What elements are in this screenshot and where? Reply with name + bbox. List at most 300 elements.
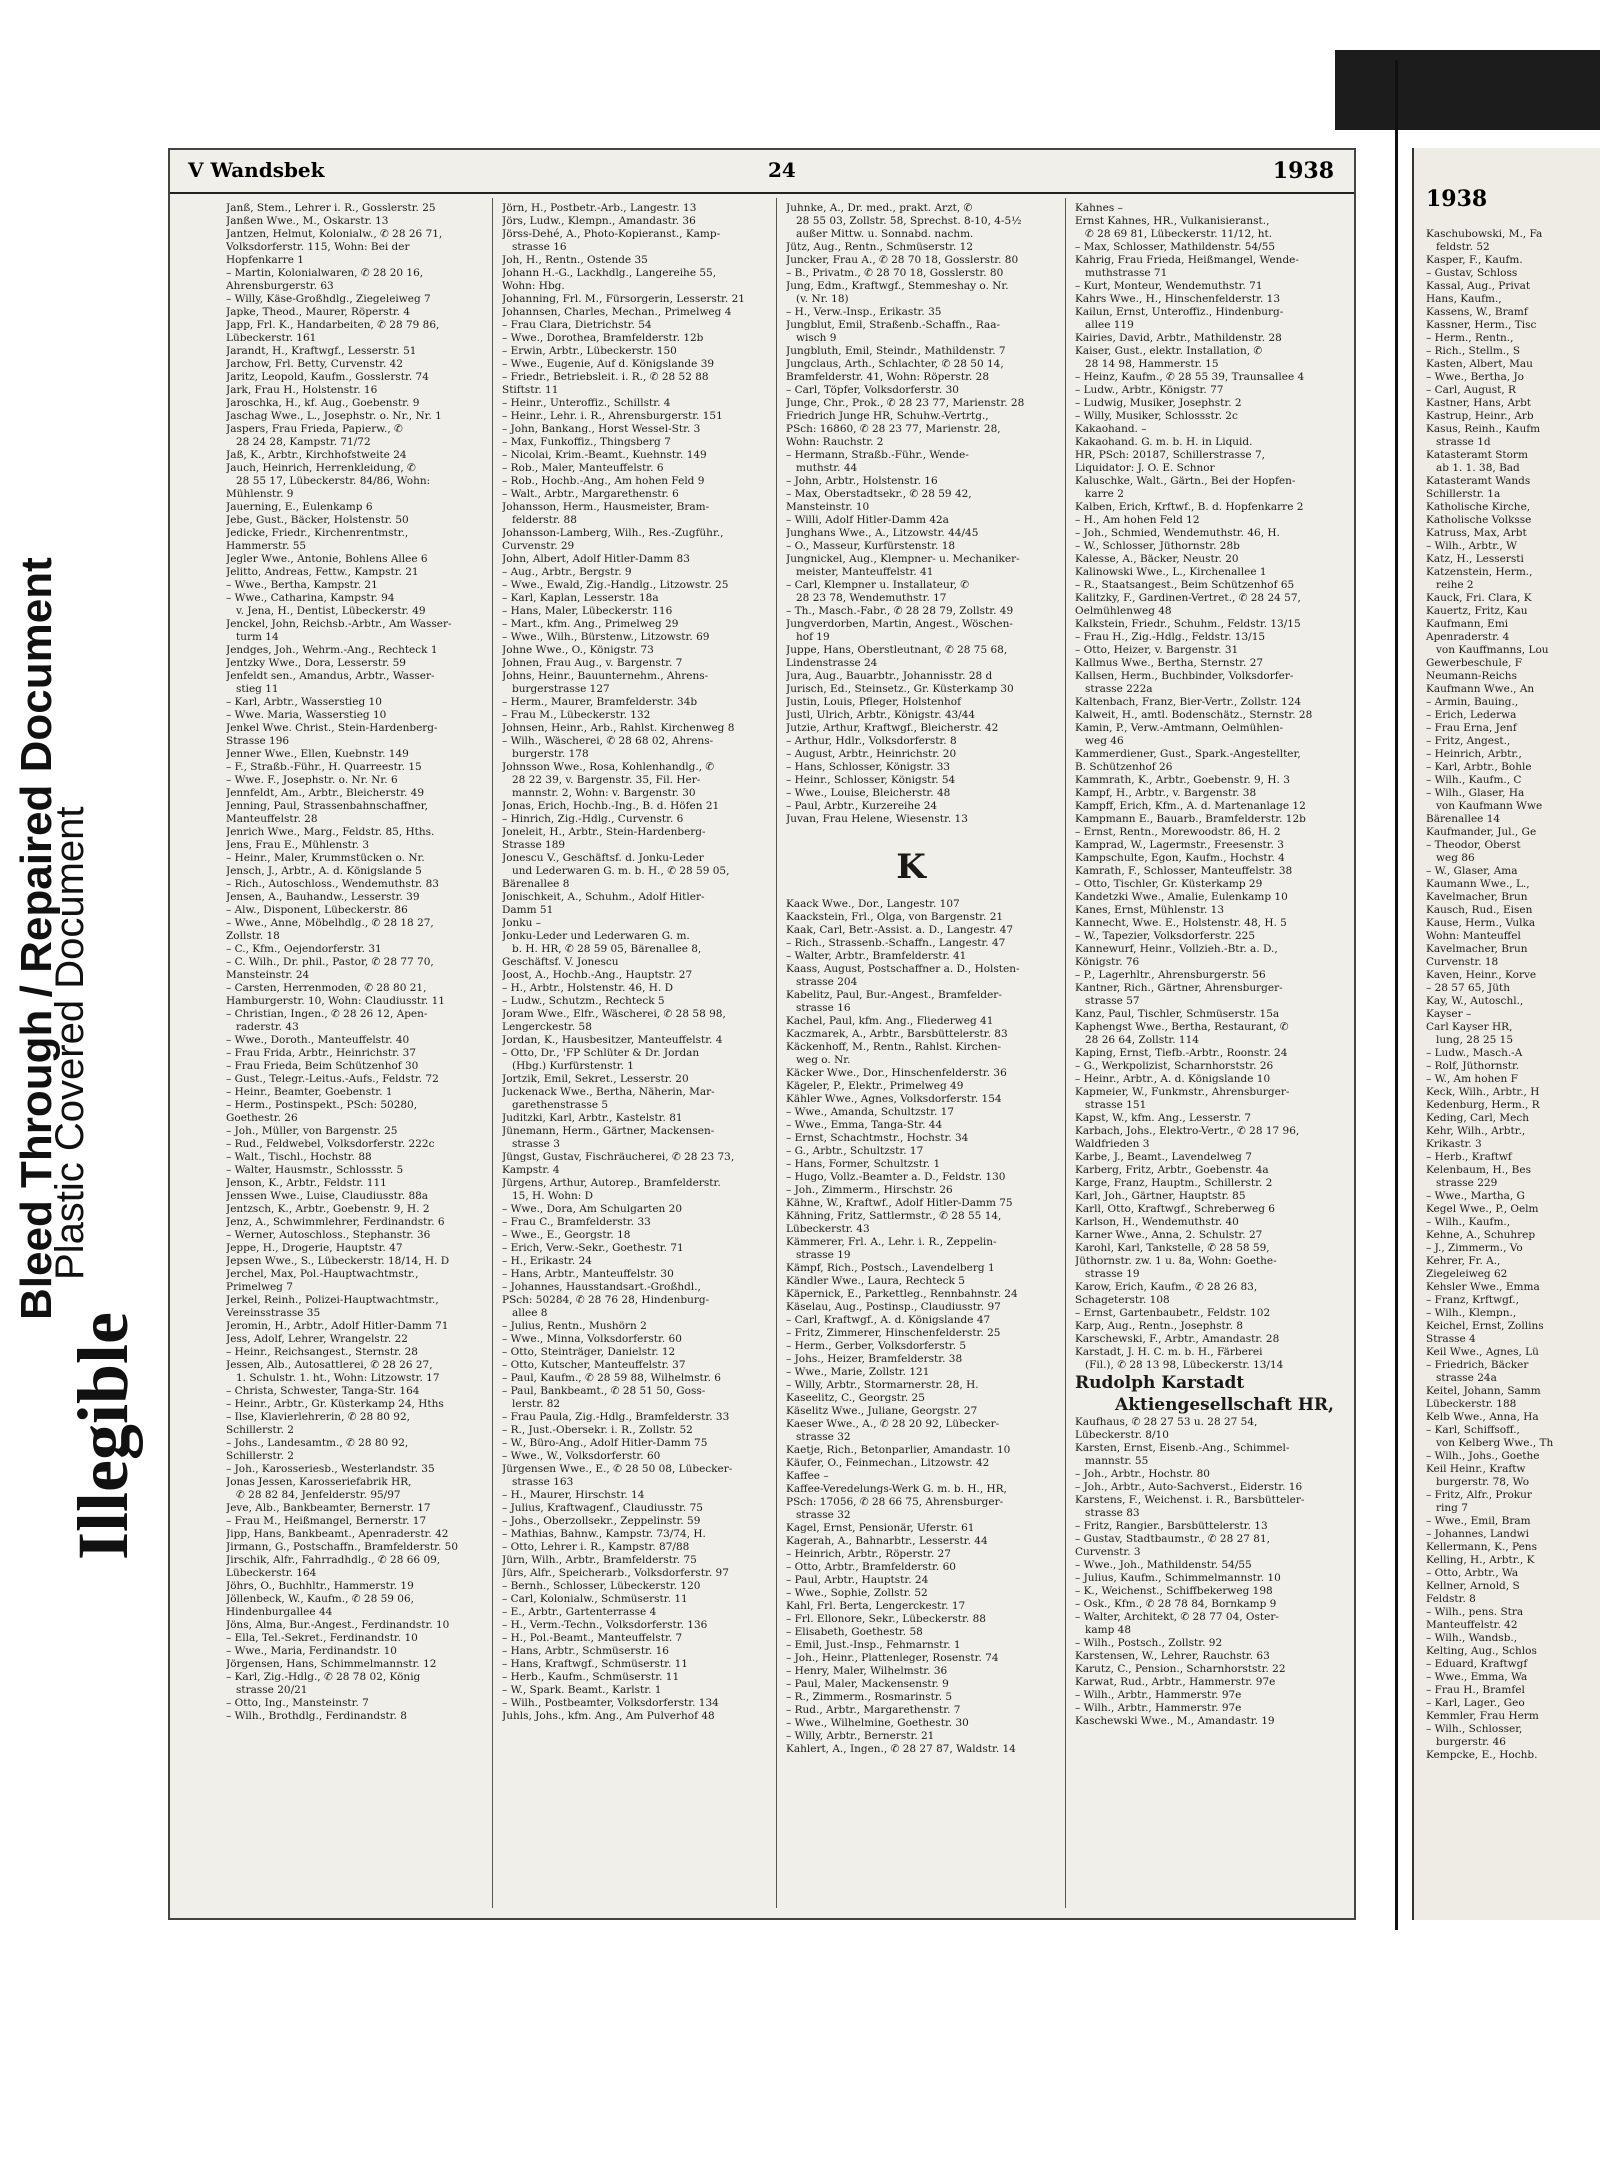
adjacent-entry-line: – Eduard, Kraftwgf [1426,1658,1528,1670]
directory-entry-line: Kabelitz, Paul, Bur.-Angest., Bramfelder- [786,989,1002,1001]
directory-entry-line: Jura, Aug., Bauarbtr., Johannisstr. 28 d [786,670,993,682]
directory-entry-line: – Wwe., Anne, Möbelhdlg., ✆ 28 18 27, [226,917,434,929]
directory-entry-line: Schageterstr. 108 [1075,1294,1170,1306]
column-3 [786,202,1036,1902]
directory-entry-line: – Hinrich, Zig.-Hdlg., Curvenstr. 6 [502,813,684,825]
directory-entry-line: strasse 83 [1085,1507,1140,1519]
adjacent-entry-line: – Wwe., Martha, G [1426,1190,1525,1202]
directory-entry-line: – Karl, Kaplan, Lesserstr. 18a [502,592,659,604]
directory-entry-line: Schillerstr. 2 [226,1450,294,1462]
directory-entry-line: – R., Staatsangest., Beim Schützenhof 65 [1075,579,1295,591]
directory-entry-line: – Joh., Arbtr., Hochstr. 80 [1075,1468,1210,1480]
column-divider [1065,198,1066,1908]
directory-entry-line: – Th., Masch.-Fabr., ✆ 28 28 79, Zollstr. 49 [786,605,1014,617]
directory-entry-line: – Walter, Hausmstr., Schlossstr. 5 [226,1164,404,1176]
adjacent-entry-line: – Otto, Arbtr., Wa [1426,1567,1519,1579]
directory-entry-line: – Rich., Strassenb.-Schaffn., Langestr. 47 [786,937,1006,949]
adjacent-entry-line: – Wilh., Wandsb., [1426,1632,1518,1644]
directory-entry-line: Jentzsch, K., Arbtr., Goebenstr. 9, H. 2 [226,1203,430,1215]
directory-entry-line: – Wwe., Louise, Bleicherstr. 48 [786,787,951,799]
directory-entry-line: Kampstr. 4 [502,1164,560,1176]
adjacent-entry-line: Kavelmacher, Brun [1426,891,1528,903]
directory-entry-line: – Christa, Schwester, Tanga-Str. 164 [226,1385,420,1397]
directory-entry-line: Ernst Kahnes, HR., Vulkanisieranst., [1075,215,1270,227]
directory-entry-line: außer Mittw. u. Sonnabd. nachm. [796,228,974,240]
adjacent-entry-line: ring 7 [1436,1502,1468,1514]
adjacent-entry-line: feldstr. 52 [1436,241,1490,253]
directory-entry-line: Goethestr. 26 [226,1112,298,1124]
adjacent-entry-line: – Fritz, Angest., [1426,735,1511,747]
film-edge [0,0,1600,50]
directory-entry-line: Kampmann E., Bauarb., Bramfelderstr. 12b [1075,813,1306,825]
directory-entry-line: Jedicke, Friedr., Kirchenrentmstr., [226,527,409,539]
directory-entry-line: – Werner, Autoschloss., Stephanstr. 36 [226,1229,431,1241]
directory-entry-line: Hamburgerstr. 10, Wohn: Claudiusstr. 11 [226,995,445,1007]
directory-entry-line: Johnsson Wwe., Rosa, Kohlenhandlg., ✆ [502,761,715,773]
directory-entry-line: weg o. Nr. [796,1054,851,1066]
adjacent-entry-line: – J., Zimmerm., Vo [1426,1242,1523,1254]
directory-entry-line: – Heinr., Schlosser, Königstr. 54 [786,774,956,786]
adjacent-entry-line: Wohn: Manteuffel [1426,930,1521,942]
directory-entry-line: PSch: 50284, ✆ 28 76 28, Hindenburg- [502,1294,710,1306]
directory-entry-line: 28 22 39, v. Bargenstr. 35, Fil. Her- [512,774,701,786]
directory-entry-line: – Herm., Postinspekt., PSch: 50280, [226,1099,418,1111]
directory-entry-line: strasse 204 [796,976,858,988]
directory-entry-line: – Otto, Dr., 'FP Schlüter & Dr. Jordan [502,1047,700,1059]
directory-entry-line: Karstadt, J. H. C. m. b. H., Färberei [1075,1346,1263,1358]
directory-entry-line: raderstr. 43 [236,1021,299,1033]
directory-entry-line: – Mathias, Bahnw., Kampstr. 73/74, H. [502,1528,706,1540]
adjacent-entry-line: Kegel Wwe., P., Oelm [1426,1203,1539,1215]
adjacent-entry-line: – Wwe., Emma, Wa [1426,1671,1528,1683]
directory-entry-line: – Wwe., Dorothea, Bramfelderstr. 12b [502,332,704,344]
directory-entry-line: Käselau, Aug., Postinsp., Claudiusstr. 97 [786,1301,1001,1313]
directory-entry-line: Volksdorferstr. 115, Wohn: Bei der [226,241,410,253]
directory-entry-line: Hammerstr. 55 [226,540,307,552]
adjacent-entry-line: Manteuffelstr. 42 [1426,1619,1518,1631]
column-2 [502,202,752,1902]
directory-entry-line: 28 55 17, Lübeckerstr. 84/86, Wohn: [236,475,431,487]
directory-entry-line: Käcker Wwe., Dor., Hinschenfelderstr. 36 [786,1067,1007,1079]
page-header [170,150,1354,194]
directory-entry-line: Kaass, August, Postschaffner a. D., Holsten- [786,963,1020,975]
directory-entry-line: Kakaohand. – [1075,423,1147,435]
directory-entry-line: Wohn: Rauchstr. 2 [786,436,884,448]
directory-entry-line: – Rob., Maler, Manteuffelstr. 6 [502,462,664,474]
directory-entry-line: – Elisabeth, Goethestr. 58 [786,1626,923,1638]
directory-entry-line: – Carl, Töpfer, Volksdorferstr. 30 [786,384,959,396]
directory-entry-line: Jürgens, Arthur, Autorep., Bramfelderstr. [502,1177,721,1189]
directory-entry-line: Karstensen, W., Lehrer, Rauchstr. 63 [1075,1650,1270,1662]
directory-entry-line: Jarchow, Frl. Betty, Curvenstr. 42 [226,358,404,370]
directory-entry-line: Lengerckestr. 58 [502,1021,592,1033]
directory-entry-line: – Erwin, Arbtr., Lübeckerstr. 150 [502,345,677,357]
directory-entry-line: Jörgensen, Hans, Schimmelmannstr. 12 [226,1658,437,1670]
directory-entry-line: strasse 163 [512,1476,574,1488]
directory-entry-line: Kaphengst Wwe., Bertha, Restaurant, ✆ [1075,1021,1289,1033]
adjacent-entry-line: Kayser – [1426,1008,1472,1020]
adjacent-entry-line: – Fritz, Alfr., Prokur [1426,1489,1532,1501]
directory-entry-line: (Fil.), ✆ 28 13 98, Lübeckerstr. 13/14 [1085,1359,1284,1371]
directory-entry-line: – Kurt, Monteur, Wendemuthstr. 71 [1075,280,1263,292]
directory-entry-line: – R., Zimmerm., Rosmarinstr. 5 [786,1691,953,1703]
directory-entry-line: Kailun, Ernst, Unteroffiz., Hindenburg- [1075,306,1284,318]
directory-entry-line: Hopfenkarre 1 [226,254,304,266]
page-number: 24 [768,158,796,182]
directory-entry-line: Jaspers, Frau Frieda, Papierw., ✆ [226,423,403,435]
directory-entry-line: – Herm., Gerber, Volksdorferstr. 5 [786,1340,967,1352]
directory-entry-line: und Lederwaren G. m. b. H., ✆ 28 59 05, [512,865,730,877]
directory-entry-line: – Wwe., E., Georgstr. 18 [502,1229,631,1241]
directory-entry-line: Johanning, Frl. M., Fürsorgerin, Lesserstr. 21 [502,293,745,305]
directory-entry-line: – Ernst, Rentn., Morewoodstr. 86, H. 2 [1075,826,1281,838]
directory-entry-line: – H., Arbtr., Holstenstr. 46, H. D [502,982,674,994]
directory-entry-line: Jenz, A., Schwimmlehrer, Ferdinandstr. 6 [226,1216,445,1228]
directory-entry-line: Jeve, Alb., Bankbeamter, Bernerstr. 17 [226,1502,431,1514]
directory-entry-line: strasse 32 [796,1509,851,1521]
directory-entry-line: strasse 151 [1085,1099,1147,1111]
directory-entry-line: – Joh., Arbtr., Auto-Sachverst., Eiderstr. 16 [1075,1481,1303,1493]
directory-entry-line: Jünemann, Herm., Gärtner, Mackensen- [502,1125,715,1137]
adjacent-entry-line: Keichel, Ernst, Zollins [1426,1320,1544,1332]
directory-entry-line: – Ella, Tel.-Sekret., Ferdinandstr. 10 [226,1632,418,1644]
directory-entry-line: – H., Am hohen Feld 12 [1075,514,1200,526]
directory-entry-line: – Wwe., Minna, Volksdorferstr. 60 [502,1333,682,1345]
directory-entry-line: Jerkel, Reinh., Polizei-Hauptwachtmstr., [226,1294,439,1306]
directory-entry-line: – John, Arbtr., Holstenstr. 16 [786,475,938,487]
directory-entry-line: burgerstrasse 127 [512,683,610,695]
directory-entry-line: – Fritz, Rangier., Barsbüttelerstr. 13 [1075,1520,1268,1532]
directory-entry-line: Kaak, Carl, Betr.-Assist. a. D., Langestr. 47 [786,924,1014,936]
directory-entry-line: Jenrich Wwe., Marg., Feldstr. 85, Hths. [226,826,435,838]
directory-entry-line: Kampff, Erich, Kfm., A. d. Martenanlage 12 [1075,800,1306,812]
directory-entry-line: Juppe, Hans, Oberstleutnant, ✆ 28 75 68, [786,644,1008,656]
directory-entry-line: allee 8 [512,1307,548,1319]
directory-entry-line: Käpernick, E., Parkettleg., Rennbahnstr. 24 [786,1288,1018,1300]
directory-entry-line: Juditzki, Karl, Arbtr., Kastelstr. 81 [502,1112,683,1124]
directory-entry-line: – Heinr., Maler, Krummstücken o. Nr. [226,852,425,864]
adjacent-entry-line: Kaufmann Wwe., An [1426,683,1535,695]
directory-entry-line: – Hans, Former, Schultzstr. 1 [786,1158,941,1170]
column-1 [226,202,476,1902]
directory-entry-line: Karsten, Ernst, Eisenb.-Ang., Schimmel- [1075,1442,1290,1454]
directory-entry-line: Jonas, Erich, Hochb.-Ing., B. d. Höfen 21 [502,800,720,812]
adjacent-entry-line: Kelling, H., Arbtr., K [1426,1554,1535,1566]
directory-entry-line: – Erich, Verw.-Sekr., Goethestr. 71 [502,1242,684,1254]
adjacent-entry-line: Katasteramt Wands [1426,475,1531,487]
directory-entry-line: Kagerah, A., Bahnarbtr., Lesserstr. 44 [786,1535,988,1547]
directory-entry-line: – Joh., Karosseriesb., Westerlandstr. 35 [226,1463,435,1475]
directory-entry-line: Kalitzky, F., Gardinen-Vertret., ✆ 28 24 57, [1075,592,1301,604]
adjacent-entry-line: Kasus, Reinh., Kaufm [1426,423,1541,435]
adjacent-entry-line: – Herm., Rentn., [1426,332,1514,344]
adjacent-entry-line: Katasteramt Storm [1426,449,1528,461]
directory-entry-line: Kalinowski Wwe., L., Kirchenallee 1 [1075,566,1267,578]
directory-entry-line: Kaufhaus, ✆ 28 27 53 u. 28 27 54, [1075,1416,1258,1428]
directory-entry-line: Johansson, Herm., Hausmeister, Bram- [502,501,710,513]
directory-entry-line: – Ludwig, Musiker, Josephstr. 2 [1075,397,1242,409]
directory-entry-line: – W., Spark. Beamt., Karlstr. 1 [502,1684,662,1696]
adjacent-entry-line: Kause, Herm., Vulka [1426,917,1536,929]
directory-entry-line: Kaiser, Gust., elektr. Installation, ✆ [1075,345,1263,357]
directory-entry-line: Kamin, P., Verw.-Amtmann, Oelmühlen- [1075,722,1284,734]
adjacent-entry-line: Kastner, Hans, Arbt [1426,397,1532,409]
adjacent-entry-line: – Wilh., Glaser, Ha [1426,787,1525,799]
directory-entry-line: muthstrasse 71 [1085,267,1168,279]
directory-entry-line: Karll, Otto, Kraftwgf., Schreberweg 6 [1075,1203,1275,1215]
adjacent-entry-line: Kauertz, Fritz, Kau [1426,605,1528,617]
directory-entry-line: 28 14 98, Hammerstr. 15 [1085,358,1219,370]
directory-entry-line: – Willy, Musiker, Schlossstr. 2c [1075,410,1238,422]
directory-entry-line: – Paul, Bankbeamt., ✆ 28 51 50, Goss- [502,1385,706,1397]
adjacent-entry-line: von Kelberg Wwe., Th [1436,1437,1554,1449]
directory-entry-line: Jessen, Alb., Autosattlerei, ✆ 28 26 27, [226,1359,433,1371]
directory-entry-line: Kaluschke, Walt., Gärtn., Bei der Hopfen- [1075,475,1296,487]
adjacent-entry-line: Kehr, Wilh., Arbtr., [1426,1125,1526,1137]
adjacent-entry-line: Kassal, Aug., Privat [1426,280,1531,292]
directory-entry-line: 1. Schulstr. 1. ht., Wohn: Litzowstr. 17 [236,1372,440,1384]
directory-entry-line: – F., Straßb.-Führ., H. Quarreestr. 15 [226,761,422,773]
adjacent-entry-line: – W., Glaser, Ama [1426,865,1518,877]
adjacent-entry-line: Kempcke, E., Hochb. [1426,1749,1538,1761]
directory-entry-line: Jipp, Hans, Bankbeamt., Apenraderstr. 42 [226,1528,449,1540]
directory-entry-line: wisch 9 [796,332,837,344]
directory-entry-line: Kahlert, A., Ingen., ✆ 28 27 87, Waldstr. 14 [786,1743,1016,1755]
directory-entry-line: Jörs, Ludw., Klempn., Amandastr. 36 [502,215,696,227]
directory-entry-line: (Hbg.) Kurfürstenstr. 1 [512,1060,634,1072]
adjacent-entry-line: Kehne, A., Schuhrep [1426,1229,1536,1241]
adjacent-entry-line: strasse 24a [1436,1372,1497,1384]
directory-entry-line: strasse 3 [512,1138,560,1150]
directory-entry-line: Kanz, Paul, Tischler, Schmüserstr. 15a [1075,1008,1280,1020]
directory-entry-line: b. H. HR, ✆ 28 59 05, Bärenallee 8, [512,943,702,955]
directory-entry-line: v. Jena, H., Dentist, Lübeckerstr. 49 [236,605,426,617]
adjacent-entry-line: Neumann-Reichs [1426,670,1517,682]
directory-entry-line: Kachel, Paul, kfm. Ang., Fliederweg 41 [786,1015,994,1027]
directory-entry-line: Lübeckerstr. 43 [786,1223,870,1235]
directory-entry-line: – Ernst, Gartenbaubetr., Feldstr. 102 [1075,1307,1271,1319]
directory-entry-line: Jark, Frau H., Holstenstr. 16 [226,384,378,396]
adjacent-entry-line: Kasten, Albert, Mau [1426,358,1533,370]
directory-entry-line: Kahl, Frl. Berta, Lengerckestr. 17 [786,1600,966,1612]
adjacent-entry-line: – Wilh., Schlosser, [1426,1723,1523,1735]
directory-entry-line: – Emil, Just.-Insp., Fehmarnstr. 1 [786,1639,961,1651]
directory-entry-line: garethenstrasse 5 [512,1099,609,1111]
adjacent-entry-line: – Erich, Lederwa [1426,709,1517,721]
directory-entry-line: Kalweit, H., amtl. Bodenschätz., Sternstr. 28 [1075,709,1313,721]
directory-entry-line: Kaschewski Wwe., M., Amandastr. 19 [1075,1715,1275,1727]
directory-entry-line: Junghans Wwe., A., Litzowstr. 44/45 [786,527,979,539]
adjacent-entry-line: Hans, Kaufm., [1426,293,1502,305]
adjacent-entry-line: Kavelmacher, Brun [1426,943,1528,955]
directory-entry-line: allee 119 [1085,319,1134,331]
adjacent-entry-line: Kelting, Aug., Schlos [1426,1645,1537,1657]
directory-entry-line: Jörss-Dehé, A., Photo-Kopieranst., Kamp- [502,228,721,240]
directory-entry-line: Jaritz, Leopold, Kaufm., Gosslerstr. 74 [226,371,429,383]
directory-entry-line: Juhls, Johs., kfm. Ang., Am Pulverhof 48 [502,1710,715,1722]
directory-entry-line: – Wwe., Wilhelmine, Goethestr. 30 [786,1717,969,1729]
directory-entry-line: Jenkel Wwe. Christ., Stein-Hardenberg- [226,722,438,734]
directory-entry-line: Kalben, Erich, Krftwf., B. d. Hopfenkarre 2 [1075,501,1304,513]
directory-entry-line: – Julius, Kraftwagenf., Claudiusstr. 75 [502,1502,703,1514]
directory-entry-line: strasse 16 [796,1002,851,1014]
directory-entry-line: Jutzie, Arthur, Kraftwgf., Bleicherstr. 42 [786,722,999,734]
adjacent-entry-line: – Wwe., Bertha, Jo [1426,371,1524,383]
directory-entry-line: – Joh., Heinr., Plattenleger, Rosenstr. 74 [786,1652,999,1664]
directory-entry-line: – Hugo, Vollz.-Beamter a. D., Feldstr. 130 [786,1171,1006,1183]
directory-entry-line: Kahrig, Frau Frieda, Heißmangel, Wende- [1075,254,1299,266]
directory-entry-line: – Herb., Kaufm., Schmüserstr. 11 [502,1671,680,1683]
directory-entry-line: Jentzky Wwe., Dora, Lesserstr. 59 [226,657,406,669]
directory-entry-line: Karbe, J., Beamt., Lavendelweg 7 [1075,1151,1252,1163]
directory-entry-line: Jenson, K., Arbtr., Feldstr. 111 [226,1177,387,1189]
directory-entry-line: Karwat, Rud., Arbtr., Hammerstr. 97e [1075,1676,1276,1688]
directory-entry-line: Königstr. 76 [1075,956,1140,968]
directory-entry-line: Johansson-Lamberg, Wilh., Res.-Zugführ., [502,527,724,539]
adjacent-entry-line: – 28 57 65, Jüth [1426,982,1510,994]
adjacent-entry-line: – Wilh., Klempn., [1426,1307,1517,1319]
directory-entry-line: – Willi, Adolf Hitler-Damm 42a [786,514,949,526]
directory-entry-line: Jenning, Paul, Strassenbahnschaffner, [226,800,428,812]
directory-entry-line: Jebe, Gust., Bäcker, Holstenstr. 50 [226,514,409,526]
directory-entry-line: – Carl, Kraftwgf., A. d. Königslande 47 [786,1314,991,1326]
side-labels [0,500,160,1600]
directory-entry-line: Lübeckerstr. 8/10 [1075,1429,1169,1441]
directory-entry-line: Jess, Adolf, Lehrer, Wrangelstr. 22 [226,1333,408,1345]
directory-entry-line: Kannewurf, Heinr., Vollzieh.-Btr. a. D., [1075,943,1278,955]
adjacent-entry-line: Kehsler Wwe., Emma [1426,1281,1540,1293]
adjacent-entry-line: Feldstr. 8 [1426,1593,1476,1605]
directory-entry-line: – Carl, Kolonialw., Schmüserstr. 11 [502,1593,688,1605]
directory-entry-line: Justin, Louis, Pfleger, Holstenhof [786,696,962,708]
directory-entry-line: Johns, Heinr., Bauunternehm., Ahrens- [502,670,709,682]
directory-entry-line: – Carl, Klempner u. Installateur, ✆ [786,579,970,591]
directory-entry-line: – August, Arbtr., Heinrichstr. 20 [786,748,957,760]
directory-entry-line: Jöns, Alma, Bur.-Angest., Ferdinandstr. 10 [226,1619,450,1631]
directory-entry-line: Juvan, Frau Helene, Wiesenstr. 13 [786,813,968,825]
directory-entry-line: – Wilh., Arbtr., Hammerstr. 97e [1075,1689,1242,1701]
directory-entry-line: Käufer, O., Feinmechan., Litzowstr. 42 [786,1457,990,1469]
directory-entry-line: – W., Büro-Ang., Adolf Hitler-Damm 75 [502,1437,708,1449]
adjacent-entry-line: Kausch, Rud., Eisen [1426,904,1533,916]
directory-entry-line: – Willy, Arbtr., Stormarnerstr. 28, H. [786,1379,979,1391]
adjacent-entry-line: – Wilh., Arbtr., W [1426,540,1517,552]
directory-entry-line: – Ludw., Schutzm., Rechteck 5 [502,995,665,1007]
directory-entry-line: – Hans, Kraftwgf., Schmüserstr. 11 [502,1658,688,1670]
directory-entry-line: Manteuffelstr. 28 [226,813,318,825]
directory-entry-line: Jaschag Wwe., L., Josephstr. o. Nr., Nr. 1 [226,410,442,422]
directory-entry-line: – John, Bankang., Horst Wessel-Str. 3 [502,423,701,435]
adjacent-entry-line: – Rich., Stellm., S [1426,345,1521,357]
directory-entry-line: Bärenallee 8 [502,878,570,890]
directory-entry-line: Wohn: Hbg. [502,280,565,292]
directory-entry-line: Joram Wwe., Elfr., Wäscherei, ✆ 28 58 98, [502,1008,726,1020]
page-year: 1938 [1272,158,1334,184]
directory-page [168,148,1356,1920]
directory-entry-line: Karschewski, F., Arbtr., Amandastr. 28 [1075,1333,1280,1345]
directory-entry-line: – Frau M., Lübeckerstr. 132 [502,709,651,721]
directory-entry-line: – Hans, Arbtr., Schmüserstr. 16 [502,1645,669,1657]
directory-entry-line: – Heinr., Reichsangest., Sternstr. 28 [226,1346,418,1358]
directory-entry-line: Strasse 196 [226,735,290,747]
directory-entry-line: – Willy, Arbtr., Bernerstr. 21 [786,1730,935,1742]
directory-entry-line: Janßen Wwe., M., Oskarstr. 13 [226,215,389,227]
directory-entry-line: Kaping, Ernst, Tiefb.-Arbtr., Roonstr. 24 [1075,1047,1288,1059]
directory-entry-line: – Wwe., Ewald, Zig.-Handlg., Litzowstr. 25 [502,579,729,591]
directory-entry-line: Kammerdiener, Gust., Spark.-Angestellter, [1075,748,1301,760]
directory-entry-line: Jortzik, Emil, Sekret., Lesserstr. 20 [502,1073,689,1085]
directory-entry-line: – Wwe., Amanda, Schultzstr. 17 [786,1106,955,1118]
directory-entry-line: Johann H.-G., Lackhdlg., Langereihe 55, [502,267,717,279]
side-label-plastic: Plastic Covered Document [48,806,92,1280]
directory-entry-line: Jungblut, Emil, Straßenb.-Schaffn., Raa- [786,319,1001,331]
directory-entry-line: Jungbluth, Emil, Steindr., Mathildenstr. 7 [786,345,1006,357]
directory-entry-line: Kampschulte, Egon, Kaufm., Hochstr. 4 [1075,852,1285,864]
directory-entry-line: – Frau C., Bramfelderstr. 33 [502,1216,651,1228]
directory-entry-line: – Max, Funkoffiz., Thingsberg 7 [502,436,671,448]
directory-entry-line: – Hans, Maler, Lübeckerstr. 116 [502,605,673,617]
adjacent-entry-line: – Wilh., Kaufm., [1426,1216,1511,1228]
adjacent-page-column [1426,228,1600,1908]
directory-entry-line: – Rob., Hochb.-Ang., Am hohen Feld 9 [502,475,705,487]
directory-entry-line: Kämpf, Rich., Postsch., Lavendelberg 1 [786,1262,995,1274]
adjacent-entry-line: Carl Kayser HR, [1426,1021,1513,1033]
directory-entry-line: 28 26 64, Zollstr. 114 [1085,1034,1199,1046]
adjacent-entry-line: Kemmler, Frau Herm [1426,1710,1539,1722]
directory-entry-line: Kaack Wwe., Dor., Langestr. 107 [786,898,960,910]
directory-entry-line: 15, H. Wohn: D [512,1190,594,1202]
adjacent-entry-line: – Wilh., Johs., Goethe [1426,1450,1540,1462]
directory-entry-line: – G., Arbtr., Schultzstr. 17 [786,1145,924,1157]
directory-entry-line: Jungclaus, Arth., Schlachter, ✆ 28 50 14, [786,358,1004,370]
directory-entry-line: Jegler Wwe., Antonie, Bohlens Allee 6 [226,553,428,565]
directory-entry-line: Lindenstrasse 24 [786,657,878,669]
directory-entry-line: Kallsen, Herm., Buchbinder, Volksdorfer- [1075,670,1294,682]
directory-entry-line: (v. Nr. 18) [796,293,849,305]
directory-entry-line: Kähne, W., Kraftwf., Adolf Hitler-Damm 75 [786,1197,1013,1209]
directory-entry-line: John, Albert, Adolf Hitler-Damm 83 [502,553,690,565]
directory-entry-line: – Carsten, Herrenmoden, ✆ 28 80 21, [226,982,427,994]
directory-entry-line: kamp 48 [1085,1624,1131,1636]
directory-entry-line: – Johs., Landesamtm., ✆ 28 80 92, [226,1437,409,1449]
directory-entry-line: Jennfeldt, Am., Arbtr., Bleicherstr. 49 [226,787,425,799]
directory-entry-line: – O., Masseur, Kurfürstenstr. 18 [786,540,956,552]
adjacent-entry-line: lung, 28 25 15 [1436,1034,1514,1046]
adjacent-entry-line: Bärenallee 14 [1426,813,1501,825]
directory-entry-line: – Wwe., Joh., Mathildenstr. 54/55 [1075,1559,1252,1571]
directory-entry-line: Jepsen Wwe., S., Lübeckerstr. 18/14, H. D [226,1255,450,1267]
directory-entry-line: Kaffee – [786,1470,829,1482]
directory-entry-line: – Walt., Tischl., Hochstr. 88 [226,1151,372,1163]
directory-entry-line: Mansteinstr. 24 [226,969,310,981]
directory-entry-line: hof 19 [796,631,830,643]
directory-entry-line: – Wwe., Maria, Ferdinandstr. 10 [226,1645,397,1657]
directory-entry-line: – Wilh., Wäscherei, ✆ 28 68 02, Ahrens- [502,735,714,747]
directory-entry-line: – H., Verw.-Insp., Erikastr. 35 [786,306,942,318]
directory-entry-line: Kagel, Ernst, Pensionär, Uferstr. 61 [786,1522,975,1534]
directory-entry-line: Jirmann, G., Postschaffn., Bramfelderstr. 50 [226,1541,458,1553]
directory-entry-line: Curvenstr. 3 [1075,1546,1141,1558]
directory-entry-line: Jordan, K., Hausbesitzer, Manteuffelstr. 4 [502,1034,723,1046]
directory-entry-line: Johne Wwe., O., Königstr. 73 [502,644,654,656]
column-divider [492,198,493,1908]
directory-entry-line: Kamprad, W., Lagermstr., Freesenstr. 3 [1075,839,1284,851]
directory-entry-line: HR, PSch: 20187, Schillerstrasse 7, [1075,449,1265,461]
directory-entry-line: Käckenhoff, M., Rentn., Rahlst. Kirchen- [786,1041,1002,1053]
adjacent-entry-line: Lübeckerstr. 188 [1426,1398,1517,1410]
adjacent-entry-line: Katruss, Max, Arbt [1426,527,1527,539]
directory-entry-line: – Hans, Arbtr., Manteuffelstr. 30 [502,1268,674,1280]
